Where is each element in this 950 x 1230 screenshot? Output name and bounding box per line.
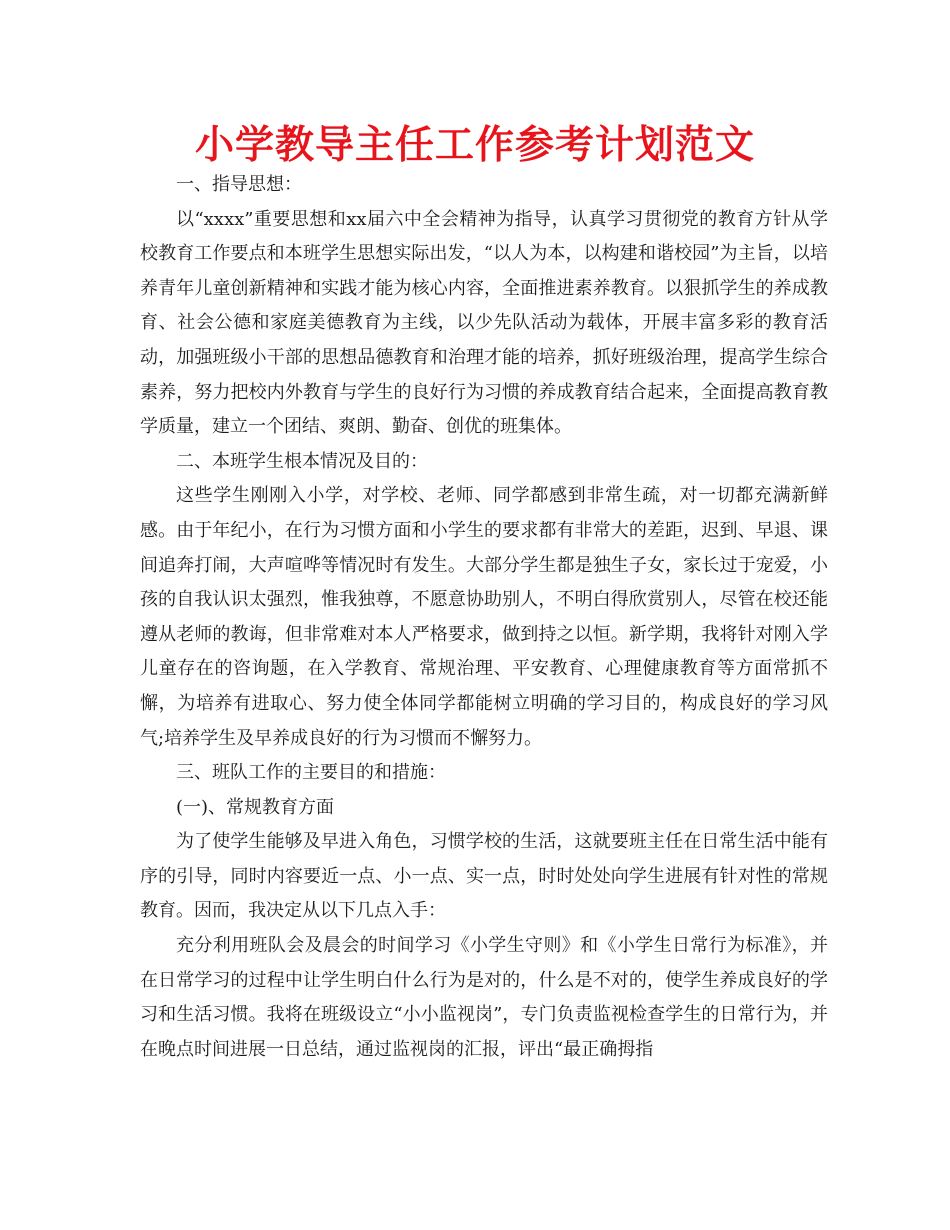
heading-guiding-ideology: 一、指导思想： [176, 174, 302, 195]
subheading-routine-education: (一)、常规教育方面 [176, 796, 335, 818]
heading-student-situation: 二、本班学生根本情况及目的： [176, 450, 428, 472]
paragraph-class-meeting: 充分利用班队会及晨会的时间学习《小学生守则》和《小学生日常行为标准》，并在日常学习的过程中让学生明白什么行为是对的，什么是不对的，使学生养成良好的学习和生活习惯。我将在班级设立“小小监视岗”，专门负责监视检查学生的日常行为，并在晚点时间进展一日总结，通过监视岗的汇报，评出“最正确拇指 [140, 935, 828, 1060]
paragraph-routine-education: 为了使学生能够及早进入角色，习惯学校的生活，这就要班主任在日常生活中能有序的引导，同时内容要近一点、小一点、实一点，时时处处向学生进展有针对性的常规教育。因而，我决定从以下几点入手： [140, 831, 828, 922]
heading-goals-measures: 三、班队工作的主要目的和措施： [176, 762, 446, 784]
paragraph-student-situation: 这些学生刚刚入小学，对学校、老师、同学都感到非常生疏，对一切都充满新鲜感。由于年纪小，在行为习惯方面和小学生的要求都有非常大的差距，迟到、早退、课间追奔打闹，大声喧哗等情况时有发生。大部分学生都是独生子女，家长过于宠爱，小孩的自我认识太强烈，惟我独尊，不愿意协助别人，不明白得欣赏别人，尽管在校还能遵从老师的教诲，但非常难对本人严格要求，做到持之以恒。新学期，我将针对刚入学儿童存在的咨询题，在入学教育、常规治理、平安教育、心理健康教育等方面常抓不懈，为培养有进取心、努力使全体同学都能树立明确的学习目的，构成良好的学习风气;培养学生及早养成良好的行为习惯而不懈努力。 [140, 485, 828, 749]
paragraph-guiding-ideology: 以“xxxx”重要思想和xx届六中全会精神为指导，认真学习贯彻党的教育方针从学校教育工作要点和本班学生思想实际出发，“以人为本，以构建和谐校园”为主旨，以培养青年儿童创新精神和实践才能为核心内容，全面推进素养教育。以狠抓学生的养成教育、社会公德和家庭美德教育为主线，以少先队活动为载体，开展丰富多彩的教育活动，加强班级小干部的思想品德教育和治理才能的培养，抓好班级治理，提高学生综合素养，努力把校内外教育与学生的良好行为习惯的养成教育结合起来，全面提高教育教学质量，建立一个团结、爽朗、勤奋、创优的班集体。 [140, 208, 828, 438]
document-title: 小学教导主任工作参考计划范文 [194, 123, 755, 168]
document-body [140, 168, 828, 1067]
